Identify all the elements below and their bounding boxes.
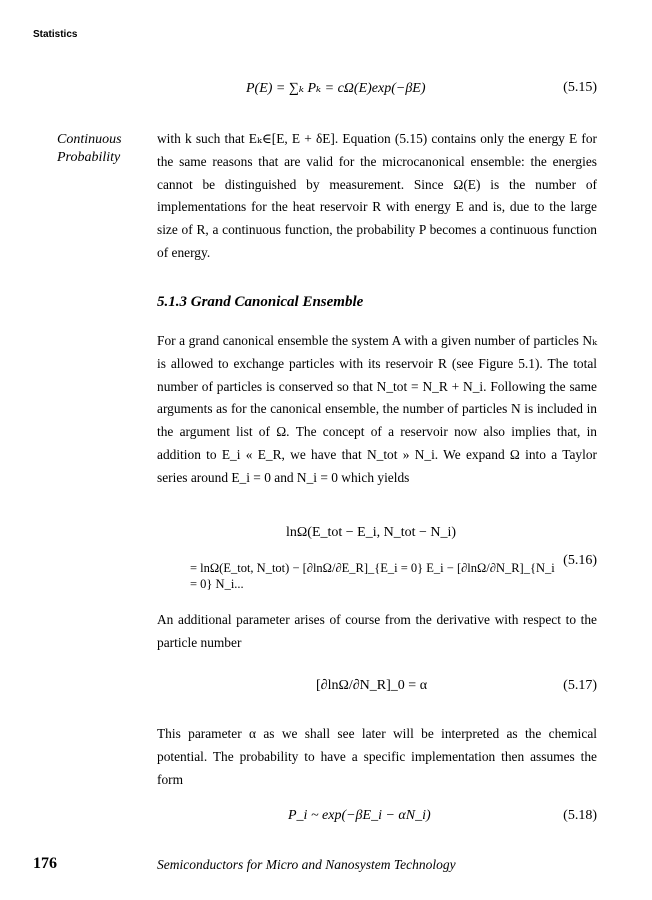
running-head: Statistics <box>33 29 78 40</box>
equation-5-15: P(E) = ∑ₖ Pₖ = cΩ(E)exp(−βE) <box>246 81 426 96</box>
page-number: 176 <box>33 855 57 872</box>
equation-number-5-16: (5.16) <box>563 553 597 568</box>
paragraph-chemical-potential: This parameter α as we shall see later will be interpreted as the chemical potential. The probability to have a specific implementation then assumes the form <box>157 726 597 787</box>
equation-number-5-17: (5.17) <box>563 678 597 693</box>
paragraph-grand-canonical: For a grand canonical ensemble the system A with a given number of particles Nₖ is allowed to exchange particles with its reservoir R (see Figure 5.1). The total number of particles is conserved so that N_tot = N_R + N_i. Following the same arguments as for the canonical ensemble, the number of particles N is included in the argument list of Ω. The concept of a reservoir now also implies that, in addition to E_i « E_R, we have that N_tot » N_i. We expand Ω into a Taylor series around E_i = 0 and N_i = 0 which yields <box>157 333 597 485</box>
equation-5-16-line-1: lnΩ(E_tot − E_i, N_tot − N_i) <box>286 525 457 540</box>
equation-5-16-line-2: = lnΩ(E_tot, N_tot) − [∂lnΩ/∂E_R]_{E_i = 0} E_i − [∂lnΩ/∂N_R]_{N_i = 0} N_i... <box>190 561 555 591</box>
paragraph-particle-derivative: An additional parameter arises of course from the derivative with respect to the particle number <box>157 612 597 650</box>
paragraph-continuous-probability: with k such that Eₖ∈[E, E + δE]. Equation (5.15) contains only the energy E for the same reasons that are valid for the microcanonical ensemble: the energies cannot be distinguished by measurement. Since Ω(E) is the number of implementations for the heat reservoir R with energy E and is, due to the large size of R, a continuous function, the probability P becomes a continuous function of energy. <box>157 131 597 260</box>
equation-5-18: P_i ~ exp(−βE_i − αN_i) <box>288 808 431 823</box>
margin-note: Continuous Probability <box>57 132 122 165</box>
equation-number-5-18: (5.18) <box>563 808 597 823</box>
equation-number-5-15: (5.15) <box>563 80 597 95</box>
equation-5-17: [∂lnΩ/∂N_R]_0 = α <box>316 678 428 693</box>
book-title: Semiconductors for Micro and Nanosystem Technology <box>157 857 456 872</box>
section-title: 5.1.3 Grand Canonical Ensemble <box>157 294 364 310</box>
